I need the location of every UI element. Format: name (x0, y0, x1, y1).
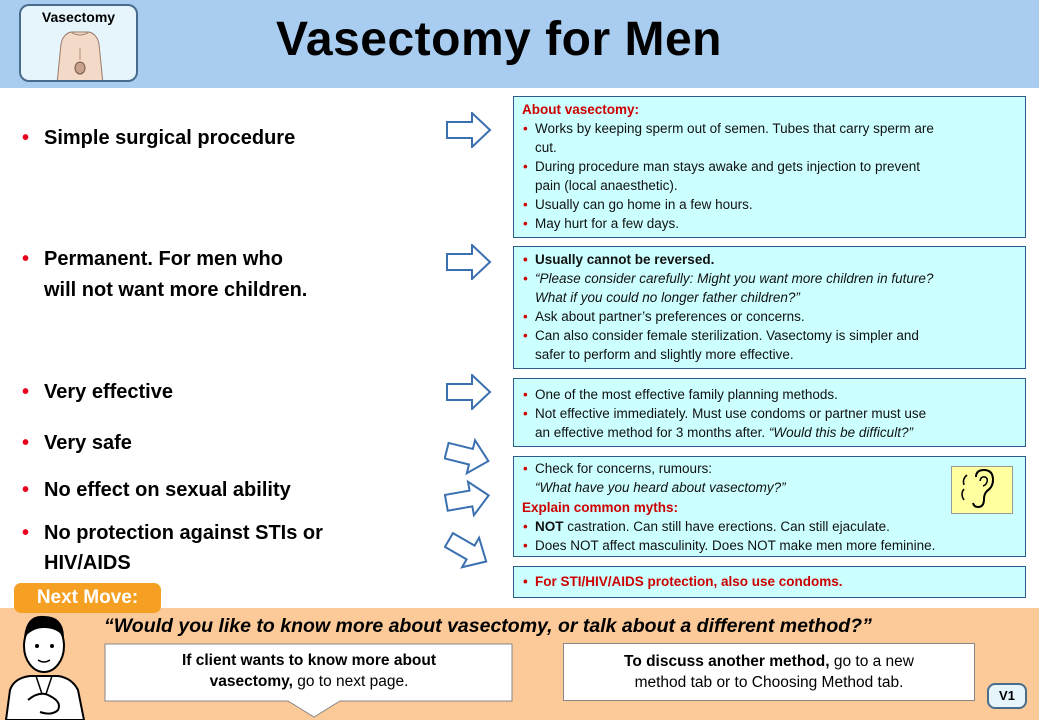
arrow-up-right-icon (444, 480, 492, 518)
arrow-down-right-icon (444, 530, 492, 572)
sti-protection-box (513, 566, 1026, 598)
list-item: • During procedure man stays awake and gets injection to prevent pain (local anaesthetic). (522, 157, 1019, 195)
page-title: Vasectomy for Men (276, 13, 722, 66)
permanent-box (513, 246, 1026, 369)
list-item: • Check for concerns, rumours: “What have you heard about vasectomy?” (522, 459, 1019, 497)
list-item: • NOT castration. Can still have erections. Can still ejaculate. (522, 517, 1019, 536)
list-item: • Can also consider female sterilization. Vasectomy is simpler and safer to perform and slightly more effective. (522, 326, 1019, 364)
list-item: • Works by keeping sperm out of semen. Tubes that carry sperm are cut. (522, 119, 1019, 157)
list-item: • May hurt for a few days. (522, 214, 1019, 233)
bullet-dot: • (22, 381, 30, 403)
about-vasectomy-box (513, 96, 1026, 238)
list-item: • Usually cannot be reversed. (522, 250, 1019, 269)
ear-icon (951, 466, 1013, 514)
bullet-dot: • (22, 432, 30, 454)
bullet-text: Very effective (44, 381, 173, 403)
list-item: • Ask about partner’s preferences or concerns. (522, 307, 1019, 326)
provider-avatar-icon (0, 604, 100, 720)
left-callout: If client wants to know more about vasectomy, go to next page. (181, 652, 437, 690)
arrow-down-right-icon (444, 436, 492, 476)
version-badge: V1 (987, 683, 1027, 709)
arrow-right-icon (446, 244, 492, 280)
bullet-text-line2: HIV/AIDS (44, 552, 131, 574)
bullet-text: No effect on sexual ability (44, 479, 291, 501)
right-callout: To discuss another method, go to a new method tab or to Choosing Method tab. (563, 643, 975, 701)
list-item: • Usually can go home in a few hours. (522, 195, 1019, 214)
bullet-text-line1: No protection against STIs or (44, 522, 323, 544)
list-item: • “Please consider carefully: Might you want more children in future? What if you could no longer father children?” (522, 269, 1019, 307)
arrow-right-icon (446, 374, 492, 410)
arrow-right-icon (446, 112, 492, 148)
bullet-text: Simple surgical procedure (44, 127, 296, 149)
box-heading: About vasectomy: (522, 102, 640, 117)
vasectomy-tab[interactable] (19, 4, 138, 82)
tab-label: Vasectomy (41, 9, 116, 25)
list-item: • One of the most effective family planning methods. (522, 385, 1019, 404)
bullet-dot: • (22, 248, 30, 270)
list-item: • For STI/HIV/AIDS protection, also use condoms. (522, 572, 1019, 591)
bullet-text: Very safe (44, 432, 132, 454)
effectiveness-box (513, 378, 1026, 447)
myths-box (513, 456, 1026, 557)
box-heading: Explain common myths: (522, 500, 679, 515)
list-item: • Does NOT affect masculinity. Does NOT make men more feminine. (522, 536, 1019, 555)
bullet-dot: • (22, 127, 30, 149)
male-figure-icon (49, 24, 111, 82)
bullet-dot: • (22, 522, 30, 544)
bullet-dot: • (22, 479, 30, 501)
bullet-text-line2: will not want more children. (44, 279, 308, 301)
counseling-question: “Would you like to know more about vasectomy, or talk about a different method?” (104, 615, 872, 637)
bullet-text-line1: Permanent. For men who (44, 248, 283, 270)
next-move-label: Next Move: (14, 583, 161, 613)
list-item: • Not effective immediately. Must use condoms or partner must use an effective method for 3 months after. “Would this be difficult?” (522, 404, 1019, 442)
